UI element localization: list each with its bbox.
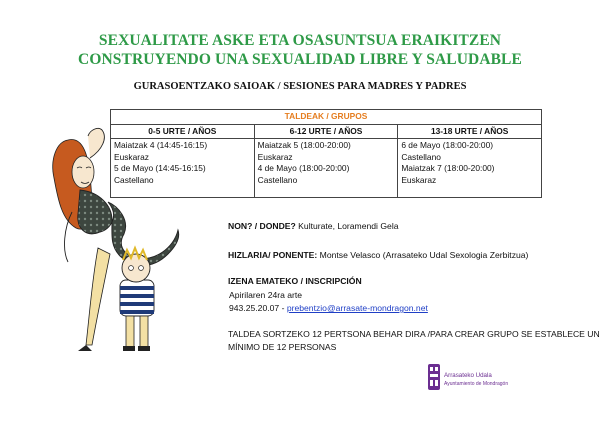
column-header-13-18: 13-18 URTE / AÑOS	[398, 124, 542, 139]
title-spanish: CONSTRUYENDO UNA SEXUALIDAD LIBRE Y SALUDABLE	[78, 51, 522, 68]
legs-shape	[86, 248, 110, 345]
speaker-value: Montse Velasco (Arrasateko Udal Sexologia Zerbitzua)	[317, 250, 529, 260]
logo-name: Arrasateko Udala	[444, 372, 492, 379]
minimum-note-line1: TALDEA SORTZEKO 12 PERTSONA BEHAR DIRA /PARA CREAR GRUPO SE ESTABLECE UN	[228, 329, 600, 339]
session-line: Castellano	[257, 174, 298, 185]
email-link[interactable]: prebentzio@arrasate-mondragon.net	[286, 303, 428, 313]
session-line: Euskaraz	[401, 174, 437, 185]
sessions-cell-6-12	[254, 139, 398, 198]
session-line: Euskaraz	[257, 151, 293, 162]
speaker-info	[228, 250, 528, 260]
session-line: Euskaraz	[114, 151, 149, 162]
subtitle: GURASOENTZAKO SAIOAK / SESIONES PARA MADRES Y PADRES	[133, 81, 467, 92]
session-line: Maiatzak 5 (18:00-20:00)	[257, 140, 351, 150]
speaker-label: HIZLARIA/ PONENTE:	[228, 250, 318, 260]
session-line: Castellano	[114, 174, 154, 185]
location-label: NON? / DONDE?	[228, 221, 296, 231]
registration-heading	[228, 276, 362, 286]
column-header-6-12: 6-12 URTE / AÑOS	[254, 124, 398, 139]
woman-child-illustration	[28, 120, 213, 360]
minimum-note-line2: MÍNIMO DE 12 PERSONAS	[228, 342, 337, 352]
registration-label: IZENA EMATEKO / INSCRIPCIÓN	[228, 276, 362, 286]
groups-header: TALDEAK / GRUPOS	[111, 110, 542, 125]
location-info	[228, 221, 399, 231]
registration-contact	[229, 303, 428, 313]
session-line: 6 de Mayo (18:00-20:00)	[401, 140, 494, 150]
location-value: Kulturate, Loramendi Gela	[295, 221, 399, 231]
title-basque: SEXUALITATE ASKE ETA OSASUNTSUA ERAIKITZEN	[98, 32, 502, 49]
session-line: 5 de Mayo (14:45-16:15)	[114, 163, 206, 173]
registration-deadline: Apirilaren 24ra arte	[229, 290, 303, 300]
registration-phone: 943.25.20.07 -	[229, 303, 287, 313]
session-line: Maiatzak 7 (18:00-20:00)	[401, 163, 495, 173]
raised-arm-shape	[88, 128, 104, 158]
logo-sub: Ayuntamiento de Mondragón	[444, 381, 509, 387]
session-line: Maiatzak 4 (14:45-16:15)	[114, 140, 208, 150]
sessions-cell-13-18	[398, 139, 542, 198]
session-line: Castellano	[401, 151, 441, 162]
session-line: 4 de Mayo (18:00-20:00)	[257, 163, 350, 173]
column-header-0-5: 0-5 URTE / AÑOS	[111, 124, 255, 139]
